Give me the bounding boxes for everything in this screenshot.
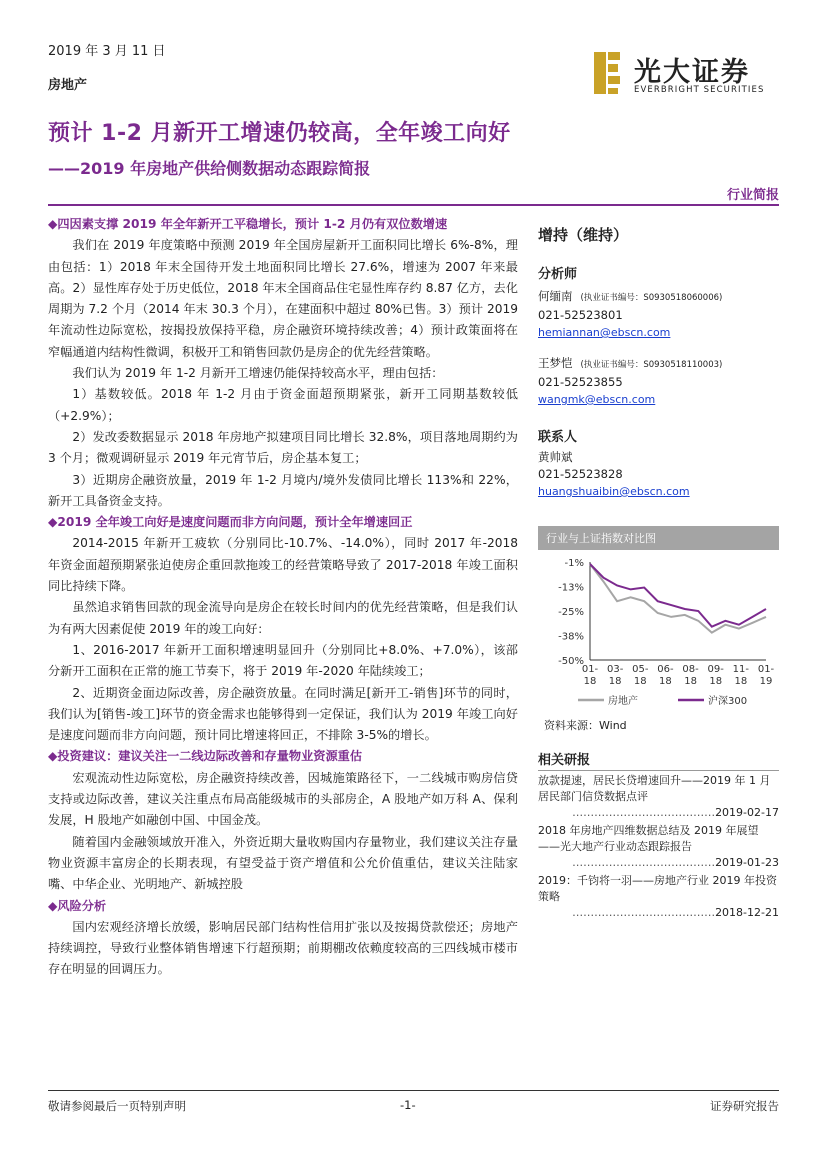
contact-email-link[interactable]: huangshuaibin@ebscn.com: [538, 485, 690, 498]
paragraph: 2014-2015 年新开工疲软（分别同比-10.7%、-14.0%），同时 2017 年-2018 年资金面超预期紧张迫使房企重回款拖竣工的经营策略导致了 2017-2018 年竣工面积同比持续下降。: [48, 536, 518, 594]
paragraph: 虽然追求销售回款的现金流导向是房企在较长时间内的优先经营策略，但是我们认为有两大因素促使 2019 年的竣工向好：: [48, 600, 518, 636]
leader-dots: …………………………………: [572, 856, 716, 869]
comparison-chart: [538, 550, 779, 710]
x-tick-label: 06-: [657, 664, 674, 675]
paragraph: 2）发改委数据显示 2018 年房地产拟建项目同比增长 32.8%，项目落地周期约为 3 个月；微观调研显示 2019 年元宵节后，房企基本复工；: [48, 429, 518, 466]
diamond-bullet-icon: ◆: [48, 515, 58, 530]
x-tick-label: 05-: [632, 664, 649, 675]
paragraph: 1、2016-2017 年新开工面积增速明显回升（分别同比+8.0%、+7.0%），该部分新开工面积在正常的施工节奏下，将于 2019 年-2020 年陆续竣工；: [48, 642, 518, 679]
y-tick-label: -38%: [558, 631, 584, 643]
y-tick-label: -50%: [558, 656, 584, 667]
report-title: 预计 1-2 月新开工增速仍较高，全年竣工向好: [48, 121, 511, 146]
x-tick-label: 18: [583, 676, 597, 687]
paragraph: 随着国内金融领域放开准入，外资近期大量收购国内存量物业，我们建议关注存量物业资源丰富房企的长期表现，有望受益于资产增值和公允价值重估，建议关注陆家嘴、中华企业、光明地产、新城控股: [48, 834, 518, 892]
legend-label: 沪深300: [708, 696, 748, 707]
related-heading: 相关研报: [538, 749, 779, 771]
section-heading-4: ◆风险分析: [48, 898, 107, 913]
logo-mark-icon: [592, 50, 622, 96]
paragraph: 我们认为 2019 年 1-2 月新开工增速仍能保持较高水平，理由包括：: [72, 366, 444, 381]
contact-phone: 021-52523828: [538, 467, 623, 481]
report-subtitle: ——2019 年房地产供给侧数据动态跟踪简报: [48, 159, 371, 178]
analyst-cert: (执业证书编号：S0930518110003): [580, 360, 723, 370]
header-divider: [48, 204, 779, 206]
related-item[interactable]: [538, 823, 779, 871]
related-item[interactable]: [538, 773, 779, 821]
chart-heading: 行业与上证指数对比图: [538, 526, 779, 550]
paragraph: 2、近期资金面边际改善，房企融资放量。在同时满足[新开工-销售]环节的同时，我们认为[销售-竣工]环节的资金需求也能够得到一定保证，我们认为 2019 年竣工向好是速度问题而非方向问题，预计同比增速将回正，不排除 3-5%的增长。: [48, 685, 518, 743]
x-tick-label: 19: [759, 676, 773, 687]
analyst-phone: 021-52523801: [538, 308, 623, 322]
related-title[interactable]: 放款提速，居民长贷增速回升——2019 年 1 月居民部门信贷数据点评: [538, 774, 771, 803]
x-tick-label: 18: [734, 676, 748, 687]
page-number: -1-: [400, 1098, 416, 1112]
x-tick-label: 18: [608, 676, 622, 687]
report-date: 2019 年 3 月 11 日: [48, 44, 166, 59]
related-title[interactable]: 2019：千钧将一羽——房地产行业 2019 年投资策略: [538, 874, 777, 903]
paragraph: 3）近期房企融资放量，2019 年 1-2 月境内/境外发债同比增长 113%和 22%，新开工具备资金支持。: [48, 472, 518, 508]
leader-dots: …………………………………: [572, 906, 716, 919]
related-title[interactable]: 2018 年房地产四维数据总结及 2019 年展望——光大地产行业动态跟踪报告: [538, 824, 759, 853]
paragraph: 我们在 2019 年度策略中预测 2019 年全国房屋新开工面积同比增长 6%-8%，理由包括：1）2018 年末全国待开发土地面积同比增长 27.6%，增速为 2007 年来最高。2）显性库存处于历史低位，2018 年末全国商品住宅显性库存约 8.87 亿方，去化周期为 7.2 个月（2014 年末 30.3 个月），在建面积中超过 80%已售。3）预计 2019 年流动性边际宽松，按揭投放保持平稳，房企融资环境持续改善；4）预计政策面将在窄幅通道内结构性微调，积极开工和销售回款仍是房企的优先经营策略。: [48, 238, 518, 359]
analyst-heading: 分析师: [538, 267, 578, 282]
y-tick-label: -25%: [558, 607, 584, 618]
analyst-card: [538, 288, 779, 341]
related-date: 2019-02-17: [715, 806, 779, 819]
x-tick-label: 01-: [581, 664, 599, 675]
x-tick-label: 11-: [732, 664, 750, 675]
x-tick-label: 08-: [682, 664, 699, 675]
related-item[interactable]: [538, 873, 779, 921]
chart-source: 资料来源：Wind: [544, 719, 627, 732]
x-tick-label: 03-: [606, 664, 624, 675]
footer-divider: [48, 1090, 779, 1091]
leader-dots: …………………………………: [572, 806, 716, 819]
analyst-name: 王梦恺: [538, 356, 573, 370]
doc-type-label: 行业简报: [726, 188, 779, 203]
x-tick-label: 18: [633, 676, 647, 687]
contact-card: [538, 449, 779, 500]
footer-disclaimer: 敬请参阅最后一页特别声明: [48, 1099, 186, 1113]
analyst-name: 何缅南: [538, 289, 573, 303]
section-heading-2: ◆2019 全年竣工向好是速度问题而非方向问题，预计全年增速回正: [48, 515, 413, 530]
section-heading-3: ◆投资建议：建议关注一二线边际改善和存量物业资源重估: [48, 749, 363, 764]
paragraph: 国内宏观经济增长放缓，影响居民部门结构性信用扩张以及按揭贷款偿还；房地产持续调控，导致行业整体销售增速下行超预期；前期棚改依赖度较高的三四线城市楼市存在明显的回调压力。: [48, 919, 518, 977]
contact-heading: 联系人: [538, 430, 578, 445]
x-tick-label: 18: [659, 676, 672, 687]
y-tick-label: -1%: [564, 558, 584, 569]
diamond-bullet-icon: ◆: [48, 749, 58, 764]
related-date: 2019-01-23: [715, 856, 779, 869]
legend-label: 房地产: [608, 696, 638, 707]
paragraph: 1）基数较低。2018 年 1-2 月由于资金面超预期紧张，新开工同期基数较低（+2.9%）；: [48, 387, 518, 423]
footer-report-type: 证券研究报告: [710, 1099, 779, 1113]
x-tick-label: 09-: [707, 664, 724, 675]
x-tick-label: 01-: [757, 664, 775, 675]
rating: 增持（维持）: [538, 226, 629, 244]
related-date: 2018-12-21: [715, 906, 779, 919]
section-heading-1: ◆四因素支撑 2019 年全年新开工平稳增长，预计 1-2 月仍有双位数增速: [48, 217, 448, 231]
diamond-bullet-icon: ◆: [48, 217, 58, 231]
diamond-bullet-icon: ◆: [48, 898, 58, 913]
logo-english-name: EVERBRIGHT SECURITIES: [634, 85, 765, 95]
series-line-csi300: [590, 564, 766, 627]
x-tick-label: 18: [684, 676, 697, 687]
logo-chinese-name: 光大证券: [634, 57, 750, 88]
sector-label: 房地产: [48, 78, 88, 93]
analyst-email-link[interactable]: wangmk@ebscn.com: [538, 393, 656, 406]
contact-name: 黄帅斌: [538, 450, 573, 464]
paragraph: 宏观流动性边际宽松，房企融资持续改善，因城施策路径下，一二线城市购房信贷支持或边际改善，建议关注重点布局高能级城市的头部房企，A 股地产如万科 A、保利发展，H 股地产如融创中国、中国金茂。: [48, 770, 518, 828]
analyst-email-link[interactable]: hemiannan@ebscn.com: [538, 326, 671, 339]
y-tick-label: -13%: [558, 582, 584, 594]
x-tick-label: 18: [709, 676, 723, 687]
main-body: [48, 214, 518, 981]
analyst-phone: 021-52523855: [538, 375, 623, 389]
series-line-real-estate: [590, 564, 766, 633]
analyst-cert: (执业证书编号：S0930518060006): [580, 293, 723, 303]
analyst-card: [538, 355, 779, 408]
company-logo: [592, 48, 782, 100]
sidebar: [538, 214, 779, 921]
